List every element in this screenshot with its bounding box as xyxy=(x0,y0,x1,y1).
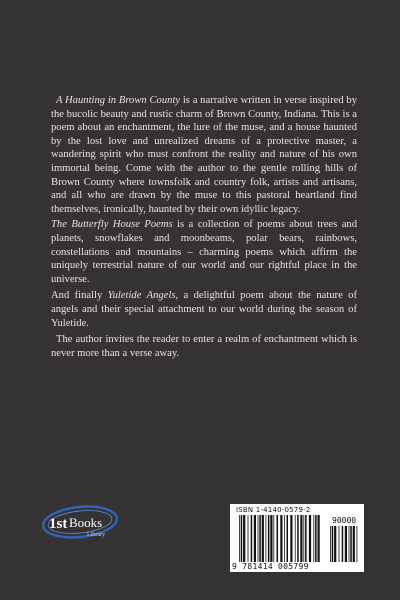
publisher-logo-name: Books xyxy=(69,515,103,530)
publisher-logo-icon xyxy=(40,503,122,543)
blurb-text-butterfly: is a collection of poems about trees and planets, snowflakes and moonbeams, polar bears, rainbows, constellations and mountains – charming poems which affirm the uniquely terrestrial nature of our world and our rightful place in the universe. xyxy=(51,219,357,285)
book-title-yuletide: Yuletide Angels xyxy=(107,290,176,302)
book-title-butterfly: The Butterfly House Poems xyxy=(51,219,173,231)
isbn-barcode xyxy=(230,504,364,572)
isbn-number: ISBN 1-4140-0579-2 xyxy=(236,506,311,514)
blurb-paragraph-yuletide xyxy=(51,289,357,330)
blurb-paragraph-closing: The author invites the reader to enter a realm of enchantment which is never more than a verse away. xyxy=(51,334,357,359)
publisher-logo-number: 1st xyxy=(49,516,68,532)
blurb-text-yuletide: , a delightful poem about the nature of angels and their special attachment to our world during the season of Yuletide. xyxy=(51,290,357,329)
ean-number: 9 781414 005799 xyxy=(232,562,309,571)
back-cover-blurb xyxy=(51,94,357,362)
price-code: 90000 xyxy=(332,516,357,525)
publisher-logo xyxy=(40,503,122,543)
publisher-logo-subtitle: Library xyxy=(87,532,105,538)
blurb-paragraph-haunting xyxy=(51,94,357,216)
blurb-paragraph-butterfly xyxy=(51,218,357,286)
book-title-haunting: A Haunting in Brown County xyxy=(56,95,181,106)
blurb-lead-yuletide: And finally xyxy=(51,290,108,302)
blurb-text-haunting: is a narrative written in verse inspired by the bucolic beauty and rustic charm of Brown County, Indiana. This is a poem about an enchantment, the lure of the muse, and a house haunted by the lost love and unrealized dreams of a protective master, a wandering spirit who must confront the reality and nature of his own immortal being. Come with the author to the gentle rolling hills of Brown County where townsfolk and country folk, artists and artisans, and all who are drawn by the muse to this pastoral heartland find themselves, ironically, haunted by their own idyllic legacy. xyxy=(51,95,357,215)
